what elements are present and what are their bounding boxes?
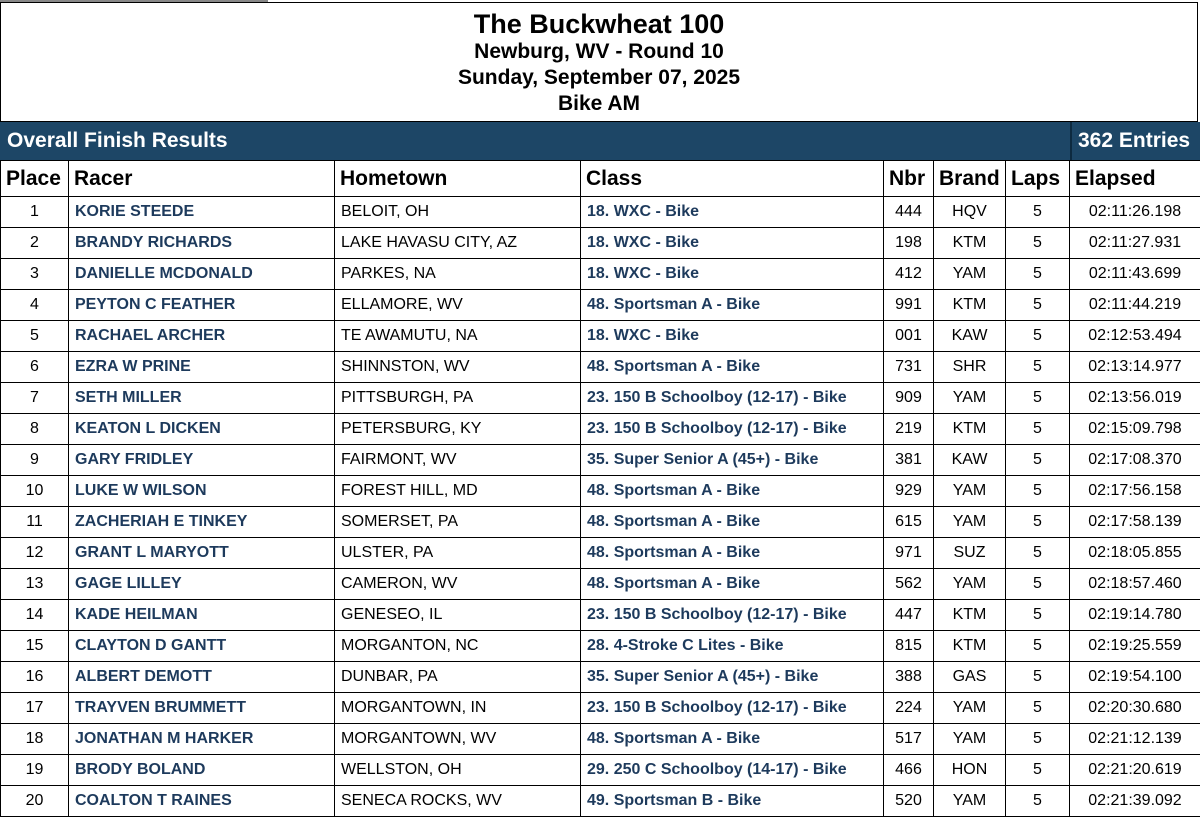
cell-hometown: MORGANTOWN, IN [335, 693, 581, 724]
cell-brand: KTM [934, 228, 1006, 259]
cell-racer[interactable]: KORIE STEEDE [69, 197, 335, 228]
cell-hometown: FAIRMONT, WV [335, 445, 581, 476]
cell-brand: KTM [934, 600, 1006, 631]
table-header-row [1, 161, 1200, 197]
cell-place: 11 [1, 507, 69, 538]
cell-elapsed: 02:11:44.219 [1070, 290, 1200, 321]
cell-laps: 5 [1006, 631, 1070, 662]
cell-elapsed: 02:12:53.494 [1070, 321, 1200, 352]
column-header-place[interactable]: Place [1, 161, 69, 197]
cell-laps: 5 [1006, 755, 1070, 786]
cell-brand: KTM [934, 414, 1006, 445]
cell-nbr: 562 [884, 569, 934, 600]
cell-nbr: 615 [884, 507, 934, 538]
cell-class: 18. WXC - Bike [581, 259, 884, 290]
event-title: The Buckwheat 100 [473, 9, 725, 39]
column-header-nbr[interactable]: Nbr [884, 161, 934, 197]
cell-racer[interactable]: KADE HEILMAN [69, 600, 335, 631]
table-row[interactable] [1, 414, 1200, 445]
cell-brand: KTM [934, 290, 1006, 321]
cell-hometown: BELOIT, OH [335, 197, 581, 228]
cell-racer[interactable]: KEATON L DICKEN [69, 414, 335, 445]
cell-brand: YAM [934, 476, 1006, 507]
cell-class: 18. WXC - Bike [581, 228, 884, 259]
cell-racer[interactable]: ALBERT DEMOTT [69, 662, 335, 693]
table-row[interactable] [1, 476, 1200, 507]
cell-class: 48. Sportsman A - Bike [581, 476, 884, 507]
table-row[interactable] [1, 290, 1200, 321]
cell-place: 20 [1, 786, 69, 817]
cell-elapsed: 02:17:56.158 [1070, 476, 1200, 507]
table-row[interactable] [1, 662, 1200, 693]
results-banner [0, 122, 1200, 160]
cell-hometown: LAKE HAVASU CITY, AZ [335, 228, 581, 259]
cell-racer[interactable]: COALTON T RAINES [69, 786, 335, 817]
cell-hometown: PARKES, NA [335, 259, 581, 290]
cell-place: 5 [1, 321, 69, 352]
event-header [0, 2, 1198, 122]
cell-class: 49. Sportsman B - Bike [581, 786, 884, 817]
cell-racer[interactable]: GAGE LILLEY [69, 569, 335, 600]
cell-nbr: 731 [884, 352, 934, 383]
cell-hometown: PITTSBURGH, PA [335, 383, 581, 414]
table-row[interactable] [1, 197, 1200, 228]
cell-place: 17 [1, 693, 69, 724]
table-row[interactable] [1, 445, 1200, 476]
cell-laps: 5 [1006, 321, 1070, 352]
cell-brand: YAM [934, 693, 1006, 724]
cell-class: 48. Sportsman A - Bike [581, 569, 884, 600]
column-header-hometown[interactable]: Hometown [335, 161, 581, 197]
cell-brand: HON [934, 755, 1006, 786]
table-row[interactable] [1, 631, 1200, 662]
cell-brand: YAM [934, 259, 1006, 290]
cell-brand: GAS [934, 662, 1006, 693]
cell-place: 10 [1, 476, 69, 507]
cell-racer[interactable]: LUKE W WILSON [69, 476, 335, 507]
cell-elapsed: 02:11:43.699 [1070, 259, 1200, 290]
table-row[interactable] [1, 321, 1200, 352]
cell-racer[interactable]: GRANT L MARYOTT [69, 538, 335, 569]
cell-nbr: 412 [884, 259, 934, 290]
cell-brand: HQV [934, 197, 1006, 228]
cell-place: 1 [1, 197, 69, 228]
table-row[interactable] [1, 569, 1200, 600]
cell-brand: KTM [934, 631, 1006, 662]
cell-class: 23. 150 B Schoolboy (12-17) - Bike [581, 414, 884, 445]
cell-place: 12 [1, 538, 69, 569]
cell-hometown: MORGANTON, NC [335, 631, 581, 662]
cell-racer[interactable]: TRAYVEN BRUMMETT [69, 693, 335, 724]
cell-elapsed: 02:13:56.019 [1070, 383, 1200, 414]
cell-place: 18 [1, 724, 69, 755]
cell-nbr: 909 [884, 383, 934, 414]
cell-elapsed: 02:19:54.100 [1070, 662, 1200, 693]
banner-divider [1070, 122, 1072, 160]
cell-elapsed: 02:11:27.931 [1070, 228, 1200, 259]
cell-racer[interactable]: GARY FRIDLEY [69, 445, 335, 476]
cell-hometown: SENECA ROCKS, WV [335, 786, 581, 817]
cell-hometown: CAMERON, WV [335, 569, 581, 600]
cell-class: 35. Super Senior A (45+) - Bike [581, 445, 884, 476]
cell-racer[interactable]: RACHAEL ARCHER [69, 321, 335, 352]
table-row[interactable] [1, 786, 1200, 817]
cell-class: 18. WXC - Bike [581, 197, 884, 228]
cell-laps: 5 [1006, 724, 1070, 755]
cell-laps: 5 [1006, 228, 1070, 259]
table-row[interactable] [1, 538, 1200, 569]
cell-nbr: 520 [884, 786, 934, 817]
cell-class: 23. 150 B Schoolboy (12-17) - Bike [581, 693, 884, 724]
cell-elapsed: 02:18:57.460 [1070, 569, 1200, 600]
cell-laps: 5 [1006, 414, 1070, 445]
cell-elapsed: 02:21:12.139 [1070, 724, 1200, 755]
cell-racer[interactable]: CLAYTON D GANTT [69, 631, 335, 662]
cell-place: 15 [1, 631, 69, 662]
cell-nbr: 815 [884, 631, 934, 662]
cell-racer[interactable]: BRODY BOLAND [69, 755, 335, 786]
cell-brand: SHR [934, 352, 1006, 383]
cell-hometown: FOREST HILL, MD [335, 476, 581, 507]
cell-place: 2 [1, 228, 69, 259]
cell-laps: 5 [1006, 538, 1070, 569]
table-row[interactable] [1, 383, 1200, 414]
cell-elapsed: 02:19:25.559 [1070, 631, 1200, 662]
cell-racer[interactable]: BRANDY RICHARDS [69, 228, 335, 259]
cell-hometown: DUNBAR, PA [335, 662, 581, 693]
cell-nbr: 388 [884, 662, 934, 693]
cell-class: 18. WXC - Bike [581, 321, 884, 352]
cell-place: 7 [1, 383, 69, 414]
results-body [1, 197, 1200, 817]
cell-racer[interactable]: SETH MILLER [69, 383, 335, 414]
cell-laps: 5 [1006, 693, 1070, 724]
cell-brand: YAM [934, 507, 1006, 538]
cell-hometown: MORGANTOWN, WV [335, 724, 581, 755]
cell-brand: YAM [934, 569, 1006, 600]
cell-nbr: 447 [884, 600, 934, 631]
cell-place: 13 [1, 569, 69, 600]
cell-nbr: 517 [884, 724, 934, 755]
event-session: Bike AM [557, 92, 641, 115]
cell-nbr: 219 [884, 414, 934, 445]
cell-nbr: 444 [884, 197, 934, 228]
table-row[interactable] [1, 259, 1200, 290]
column-header-class[interactable]: Class [581, 161, 884, 197]
cell-class: 23. 150 B Schoolboy (12-17) - Bike [581, 600, 884, 631]
table-row[interactable] [1, 352, 1200, 383]
cell-elapsed: 02:17:08.370 [1070, 445, 1200, 476]
table-row[interactable] [1, 228, 1200, 259]
cell-hometown: PETERSBURG, KY [335, 414, 581, 445]
cell-brand: YAM [934, 724, 1006, 755]
cell-racer[interactable]: EZRA W PRINE [69, 352, 335, 383]
cell-nbr: 466 [884, 755, 934, 786]
cell-racer[interactable]: ZACHERIAH E TINKEY [69, 507, 335, 538]
results-table [0, 160, 1200, 817]
cell-brand: SUZ [934, 538, 1006, 569]
cell-laps: 5 [1006, 786, 1070, 817]
cell-brand: YAM [934, 786, 1006, 817]
cell-nbr: 971 [884, 538, 934, 569]
cell-class: 48. Sportsman A - Bike [581, 352, 884, 383]
cell-class: 48. Sportsman A - Bike [581, 507, 884, 538]
cell-nbr: 224 [884, 693, 934, 724]
cell-laps: 5 [1006, 197, 1070, 228]
cell-laps: 5 [1006, 600, 1070, 631]
cell-hometown: TE AWAMUTU, NA [335, 321, 581, 352]
table-row[interactable] [1, 600, 1200, 631]
cell-hometown: WELLSTON, OH [335, 755, 581, 786]
cell-elapsed: 02:18:05.855 [1070, 538, 1200, 569]
cell-laps: 5 [1006, 476, 1070, 507]
cell-nbr: 991 [884, 290, 934, 321]
cell-class: 35. Super Senior A (45+) - Bike [581, 662, 884, 693]
cell-elapsed: 02:21:20.619 [1070, 755, 1200, 786]
cell-brand: KAW [934, 445, 1006, 476]
cell-place: 9 [1, 445, 69, 476]
cell-laps: 5 [1006, 662, 1070, 693]
cell-place: 8 [1, 414, 69, 445]
cell-laps: 5 [1006, 507, 1070, 538]
cell-elapsed: 02:17:58.139 [1070, 507, 1200, 538]
cell-place: 14 [1, 600, 69, 631]
cell-laps: 5 [1006, 569, 1070, 600]
cell-class: 29. 250 C Schoolboy (14-17) - Bike [581, 755, 884, 786]
column-header-laps[interactable]: Laps [1006, 161, 1070, 197]
cell-place: 4 [1, 290, 69, 321]
cell-racer[interactable]: PEYTON C FEATHER [69, 290, 335, 321]
cell-laps: 5 [1006, 383, 1070, 414]
cell-class: 48. Sportsman A - Bike [581, 724, 884, 755]
cell-laps: 5 [1006, 445, 1070, 476]
event-date: Sunday, September 07, 2025 [457, 66, 741, 89]
cell-hometown: SOMERSET, PA [335, 507, 581, 538]
cell-nbr: 198 [884, 228, 934, 259]
cell-laps: 5 [1006, 259, 1070, 290]
table-row[interactable] [1, 693, 1200, 724]
table-row[interactable] [1, 507, 1200, 538]
cell-racer[interactable]: JONATHAN M HARKER [69, 724, 335, 755]
cell-place: 16 [1, 662, 69, 693]
entries-count: 362 Entries [1078, 129, 1191, 152]
cell-elapsed: 02:13:14.977 [1070, 352, 1200, 383]
cell-place: 6 [1, 352, 69, 383]
cell-place: 19 [1, 755, 69, 786]
cell-elapsed: 02:15:09.798 [1070, 414, 1200, 445]
cell-brand: YAM [934, 383, 1006, 414]
cell-hometown: ELLAMORE, WV [335, 290, 581, 321]
cell-class: 48. Sportsman A - Bike [581, 290, 884, 321]
cell-nbr: 929 [884, 476, 934, 507]
cell-elapsed: 02:19:14.780 [1070, 600, 1200, 631]
cell-elapsed: 02:20:30.680 [1070, 693, 1200, 724]
cell-hometown: GENESEO, IL [335, 600, 581, 631]
cell-racer[interactable]: DANIELLE MCDONALD [69, 259, 335, 290]
column-header-racer[interactable]: Racer [69, 161, 335, 197]
cell-elapsed: 02:21:39.092 [1070, 786, 1200, 817]
cell-place: 3 [1, 259, 69, 290]
event-location-round: Newburg, WV - Round 10 [474, 40, 724, 63]
cell-nbr: 381 [884, 445, 934, 476]
cell-brand: KAW [934, 321, 1006, 352]
cell-laps: 5 [1006, 352, 1070, 383]
table-row[interactable] [1, 724, 1200, 755]
cell-class: 28. 4-Stroke C Lites - Bike [581, 631, 884, 662]
cell-class: 48. Sportsman A - Bike [581, 538, 884, 569]
cell-hometown: SHINNSTON, WV [335, 352, 581, 383]
cell-elapsed: 02:11:26.198 [1070, 197, 1200, 228]
cell-nbr: 001 [884, 321, 934, 352]
results-banner-label: Overall Finish Results [7, 129, 228, 152]
column-header-elapsed[interactable]: Elapsed [1070, 161, 1200, 197]
cell-laps: 5 [1006, 290, 1070, 321]
cell-hometown: ULSTER, PA [335, 538, 581, 569]
table-row[interactable] [1, 755, 1200, 786]
column-header-brand[interactable]: Brand [934, 161, 1006, 197]
cell-class: 23. 150 B Schoolboy (12-17) - Bike [581, 383, 884, 414]
